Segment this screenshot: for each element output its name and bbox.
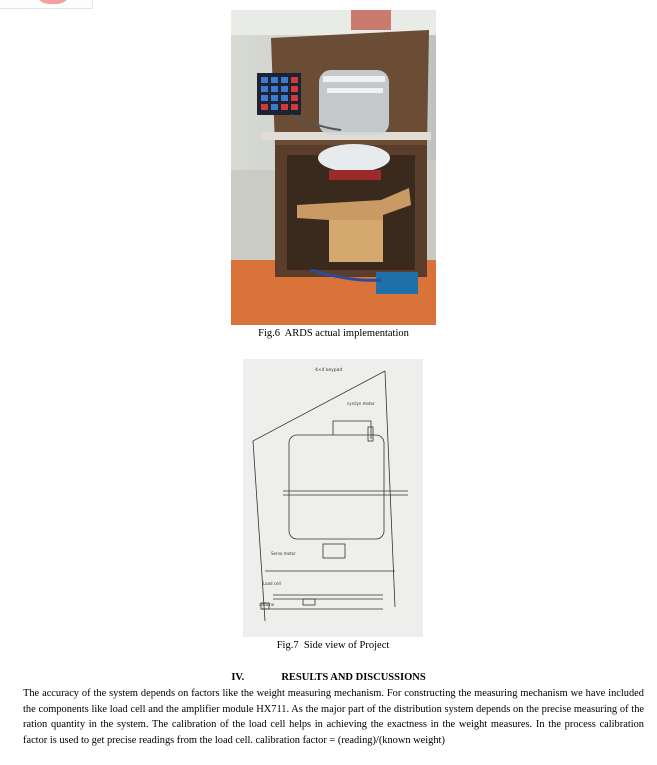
sketch-label-load-cell: Load cell bbox=[263, 581, 281, 586]
section-number: IV. bbox=[231, 672, 245, 683]
sketch-label-arduino: arduino bbox=[259, 602, 275, 607]
figure-6-caption: Fig.6 ARDS actual implementation bbox=[258, 328, 409, 339]
section-heading bbox=[0, 672, 657, 683]
figure-7-sketch bbox=[243, 359, 423, 637]
sketch-label-servo-top: cyrclyn motor bbox=[347, 401, 375, 406]
section-title: RESULTS AND DISCUSSIONS bbox=[281, 672, 426, 683]
header-logo-fragment bbox=[0, 0, 93, 9]
section-paragraph: The accuracy of the system depends on factors like the weight measuring mechanism. For constructing the measuring mechanism we have included the components like load cell and the amplifier module HX711. As the major part of the distribution system depends on the precise measuring of the ration quantity in the system. The calibration of the load cell helps in achieving the exactness in the weight measures. In the process calibration factor is used to get precise readings from the load cell. calibration factor = (reading)/(known weight) bbox=[23, 688, 644, 746]
sketch-label-servo: Servo motor bbox=[271, 551, 296, 556]
figure-6-photo bbox=[231, 10, 436, 325]
figure-7-caption: Fig.7 Side view of Project bbox=[276, 640, 390, 651]
sketch-label-keypad: 4×4 keypad bbox=[315, 368, 343, 373]
